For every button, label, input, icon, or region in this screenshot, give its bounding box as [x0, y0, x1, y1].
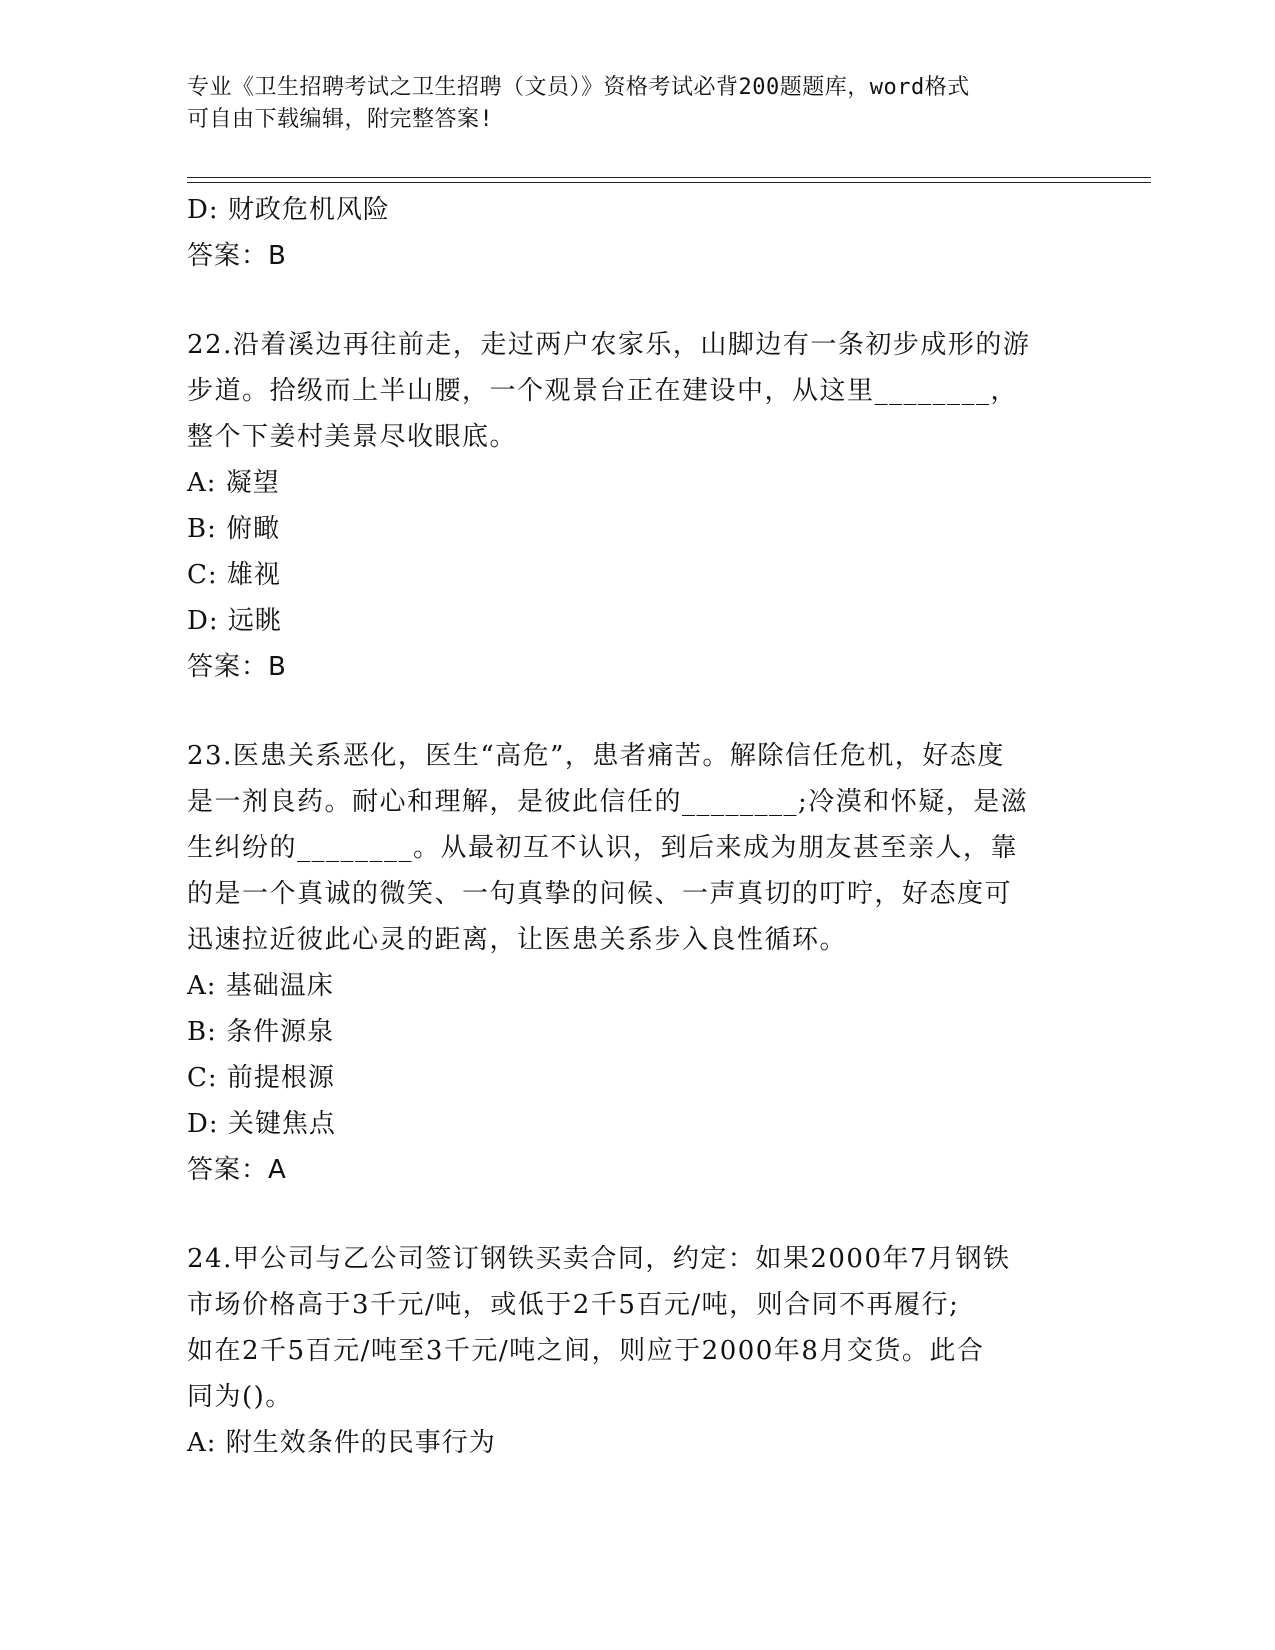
- option-a: A: 基础温床: [187, 971, 334, 1001]
- answer-line: 答案：B: [187, 241, 287, 271]
- question-stem-line: 同为()。: [187, 1382, 293, 1412]
- option-d: D: 关键焦点: [187, 1109, 336, 1139]
- question-stem-line: 如在2千5百元/吨至3千元/吨之间，则应于2000年8月交货。此合: [187, 1336, 985, 1366]
- question-stem-line: 22.沿着溪边再往前走，走过两户农家乐，山脚边有一条初步成形的游: [187, 330, 1031, 360]
- question-stem-line: 生纠纷的________。从最初互不认识，到后来成为朋友甚至亲人，靠: [187, 833, 1019, 863]
- document-body: [187, 187, 1087, 1466]
- answer-line: 答案：A: [187, 1155, 287, 1185]
- header-title-line-2: 可自由下载编辑，附完整答案!: [187, 107, 494, 132]
- document-header: [187, 72, 1087, 136]
- question-stem-line: 的是一个真诚的微笑、一句真挚的问候、一声真切的叮咛，好态度可: [187, 879, 1013, 909]
- option-d: D: 财政危机风险: [187, 195, 390, 225]
- header-title-line-1: 专业《卫生招聘考试之卫生招聘（文员）》资格考试必背200题题库，word格式: [187, 75, 970, 100]
- question-stem-line: 24.甲公司与乙公司签订钢铁买卖合同，约定：如果2000年7月钢铁: [187, 1244, 1011, 1274]
- question-22: [187, 322, 1087, 690]
- option-d: D: 远眺: [187, 606, 282, 636]
- answer-line: 答案：B: [187, 652, 287, 682]
- question-23: [187, 733, 1087, 1193]
- option-c: C: 雄视: [187, 560, 281, 590]
- header-divider-bottom: [187, 182, 1151, 183]
- header-divider-top: [187, 177, 1151, 178]
- option-c: C: 前提根源: [187, 1063, 335, 1093]
- question-stem-line: 是一剂良药。耐心和理解，是彼此信任的________;冷漠和怀疑，是滋: [187, 787, 1029, 817]
- option-a: A: 附生效条件的民事行为: [187, 1428, 496, 1458]
- question-24: [187, 1236, 1087, 1466]
- question-stem-line: 迅速拉近彼此心灵的距离，让医患关系步入良性循环。: [187, 925, 848, 955]
- question-stem-line: 整个下姜村美景尽收眼底。: [187, 422, 518, 452]
- option-b: B: 俯瞰: [187, 514, 281, 544]
- option-b: B: 条件源泉: [187, 1017, 335, 1047]
- previous-question-tail: [187, 187, 1087, 279]
- question-stem-line: 23.医患关系恶化，医生“高危”，患者痛苦。解除信任危机，好态度: [187, 741, 1005, 771]
- question-stem-line: 市场价格高于3千元/吨，或低于2千5百元/吨，则合同不再履行;: [187, 1290, 960, 1320]
- question-stem-line: 步道。拾级而上半山腰，一个观景台正在建设中，从这里________，: [187, 376, 1019, 406]
- option-a: A: 凝望: [187, 468, 280, 498]
